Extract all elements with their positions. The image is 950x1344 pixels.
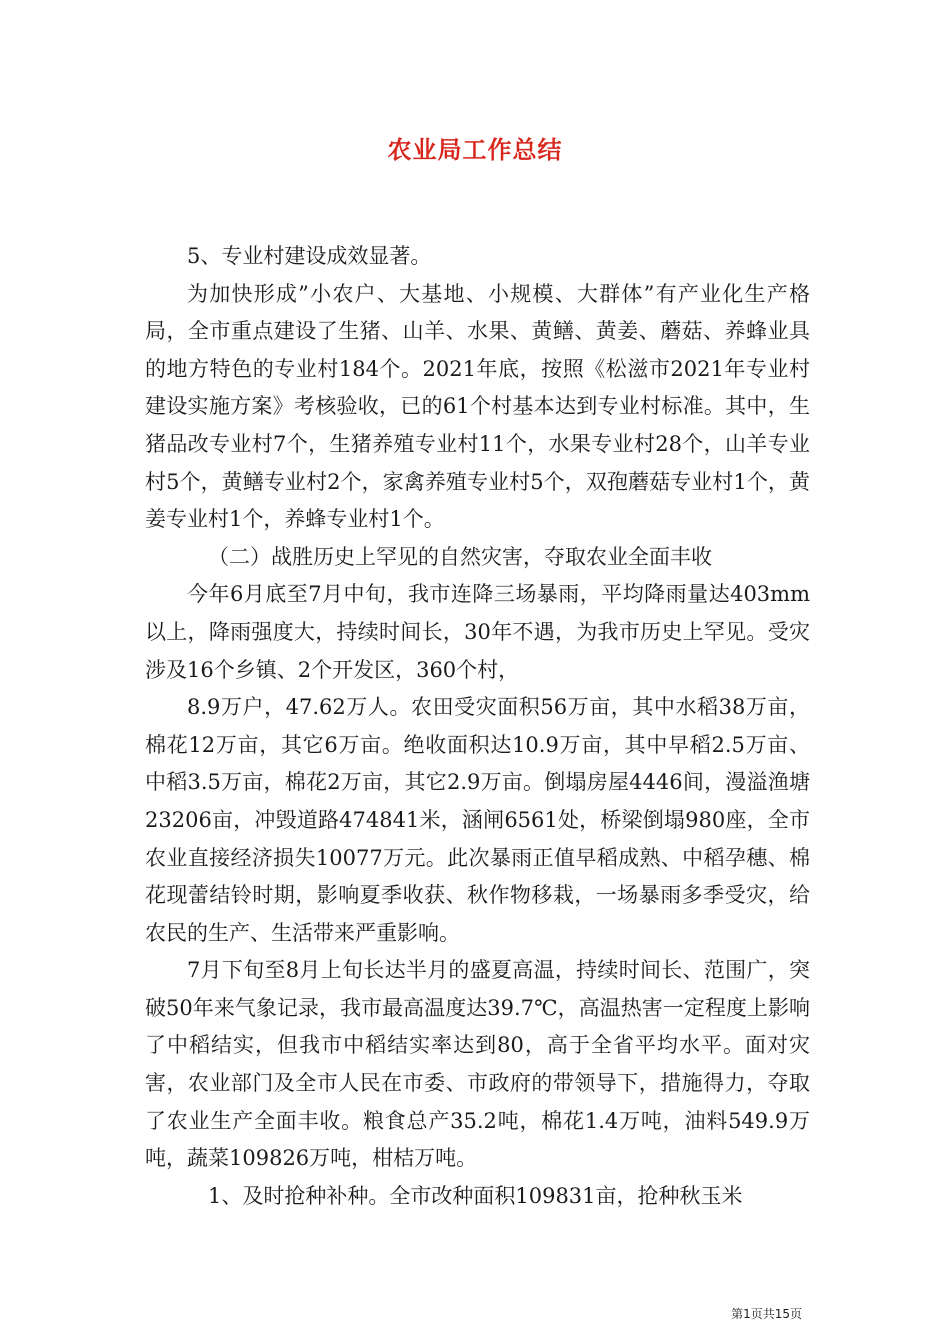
paragraph-replanting: 1、及时抢种补种。全市改种面积109831亩，抢种秋玉米 [208, 1183, 743, 1208]
paragraph-specialty-villages: 为加快形成”小农户、大基地、小规模、大群体”有产业化生产格局，全市重点建设了生猪、山羊、水果、黄鳝、黄姜、蘑菇、养蜂业具的地方特色的专业村184个。2021年底，按照《松滋市2021年专业村建设实施方案》考核验收，已的61个村基本达到专业村标准。其中，生猪品改专业村7个，生猪养殖专业村11个，水果专业村28个，山羊专业村5个，黄鳝专业村2个，家禽养殖专业村5个，双孢蘑菇专业村1个，黄姜专业村1个，养蜂专业村1个。 [145, 281, 810, 532]
paragraph-losses: 8.9万户，47.62万人。农田受灾面积56万亩，其中水稻38万亩，棉花12万亩，其它6万亩。绝收面积达10.9万亩，其中早稻2.5万亩、中稻3.5万亩，棉花2万亩，其它2.9万亩。倒塌房屋4446间，漫溢渔塘23206亩，冲毁道路474841米，涵闸6561处，桥梁倒塌980座，全市农业直接经济损失10077万元。此次暴雨正值早稻成熟、中稻孕穗、棉花现蕾结铃时期，影响夏季收获、秋作物移栽，一场暴雨多季受灾，给农民的生产、生活带来严重影响。 [145, 695, 810, 945]
page-title: 农业局工作总结 [387, 136, 563, 164]
paragraph-heatwave: 7月下旬至8月上旬长达半月的盛夏高温，持续时间长、范围广，突破50年来气象记录，我市最高温度达39.7℃，高温热害一定程度上影响了中稻结实，但我市中稻结实率达到80，高于全省平均水平。面对灾害，农业部门及全市人民在市委、市政府的带领导下，措施得力，夺取了农业生产全面丰收。粮食总产35.2吨，棉花1.4万吨，油料549.9万吨，蔬菜109826万吨，柑桔万吨。 [145, 958, 810, 1171]
document-body [145, 238, 810, 1215]
paragraph-section-two-heading: （二）战胜历史上罕见的自然灾害，夺取农业全面丰收 [208, 544, 712, 569]
paragraph-rainstorm: 今年6月底至7月中旬，我市连降三场暴雨，平均降雨量达403mm以上，降雨强度大，持续时间长，30年不遇，为我市历史上罕见。受灾涉及16个乡镇、2个开发区，360个村， [145, 582, 810, 682]
paragraph-section-heading: 5、专业村建设成效显著。 [187, 244, 432, 268]
page-number: 第1页共15页 [731, 1307, 802, 1321]
